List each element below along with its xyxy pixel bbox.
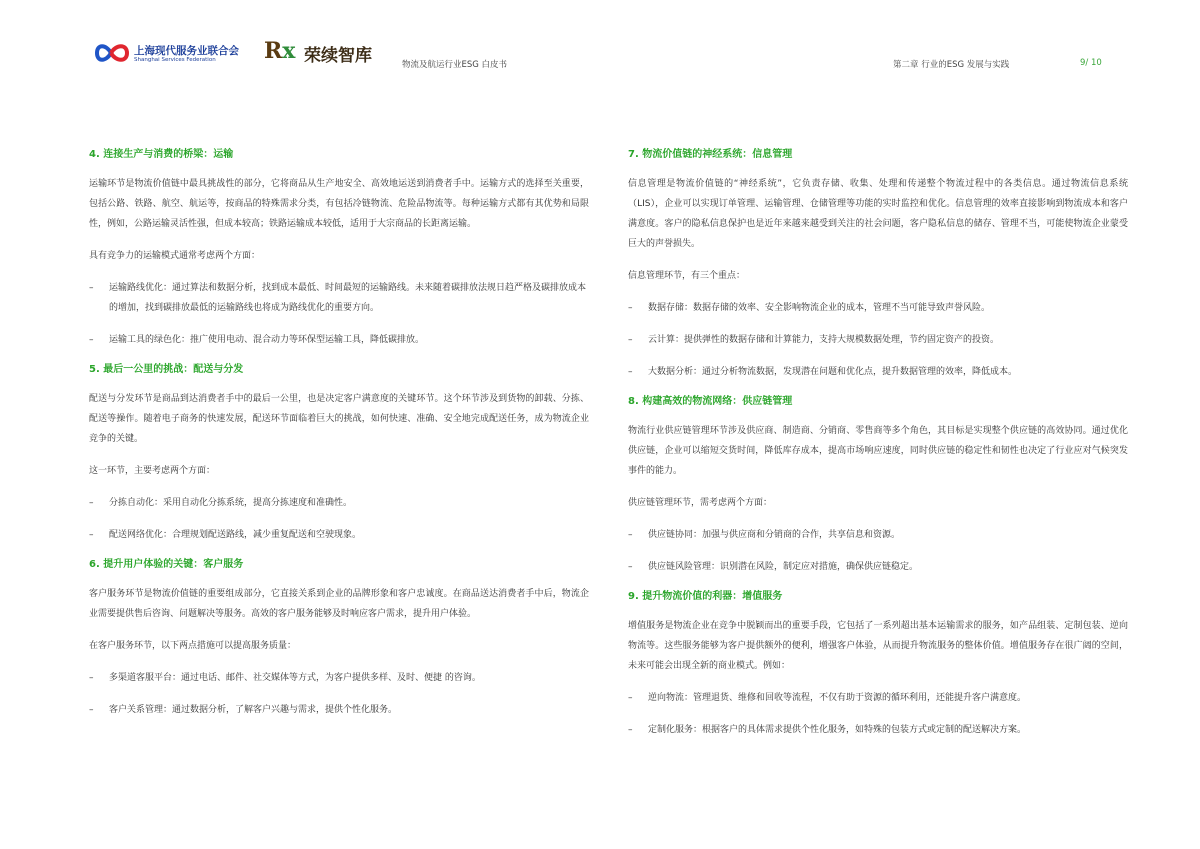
section — [89, 363, 589, 545]
bullet-item: – 多渠道客服平台：通过电话、邮件、社交媒体等方式，为客户提供多样、及时、便捷 的咨询。 — [89, 668, 589, 688]
bullet-item: – 运输路线优化：通过算法和数据分析，找到成本最低、时间最短的运输路线。未来随着碳排放法规日趋严格及碳排放成本的增加，找到碳排放最低的运输路线也将成为路线优化的重要方向。 — [89, 278, 589, 318]
bullet-list — [89, 278, 589, 350]
section — [628, 395, 1128, 577]
section-paragraph: 在客户服务环节，以下两点措施可以提高服务质量： — [89, 641, 297, 651]
bullet-item: – 云计算：提供弹性的数据存储和计算能力，支持大规模数据处理，节约固定资产的投资。 — [628, 330, 1128, 350]
section-heading: 5. 最后一公里的挑战：配送与分发 — [89, 364, 244, 375]
bullet-item: – 运输工具的绿色化：推广使用电动、混合动力等环保型运输工具，降低碳排放。 — [89, 330, 589, 350]
section-paragraph: 信息管理环节，有三个重点： — [628, 271, 746, 281]
bullet-item: – 定制化服务：根据客户的具体需求提供个性化服务，如特殊的包装方式或定制的配送解决方案。 — [628, 720, 1128, 740]
left-column — [89, 148, 589, 733]
bullet-list — [628, 525, 1128, 577]
section-paragraph: 供应链管理环节，需考虑两个方面： — [628, 498, 773, 508]
section-paragraph: 物流行业供应链管理环节涉及供应商、制造商、分销商、零售商等多个角色，其目标是实现整个供应链的高效协同。通过优化供应链，企业可以缩短交货时间，降低库存成本，提高市场响应速度，同时供应链的稳定性和韧性也决定了行业应对气候突发事件的能力。 — [628, 426, 1128, 476]
bullet-item: – 客户关系管理：通过数据分析，了解客户兴趣与需求，提供个性化服务。 — [89, 700, 589, 720]
section-paragraph: 配送与分发环节是商品到达消费者手中的最后一公里，也是决定客户满意度的关键环节。这个环节涉及到货物的卸载、分拣、配送等操作。随着电子商务的快速发展，配送环节面临着巨大的挑战，如何快速、准确、安全地完成配送任务，成为物流企业竞争的关键。 — [89, 394, 589, 444]
section — [628, 148, 1128, 382]
chapter-title: 第二章 行业的ESG 发展与实践 — [893, 60, 1010, 70]
section — [628, 590, 1128, 740]
right-column — [628, 148, 1128, 753]
bullet-item: – 数据存储：数据存储的效率、安全影响物流企业的成本，管理不当可能导致声誉风险。 — [628, 298, 1128, 318]
bullet-item: – 供应链风险管理：识别潜在风险，制定应对措施，确保供应链稳定。 — [628, 557, 1128, 577]
section-heading: 4. 连接生产与消费的桥梁：运输 — [89, 149, 234, 160]
section — [89, 558, 589, 720]
shanghai-services-federation-logo — [94, 40, 254, 68]
bullet-item: – 大数据分析：通过分析物流数据，发现潜在问题和优化点，提升数据管理的效率，降低成本。 — [628, 362, 1128, 382]
section-paragraph: 增值服务是物流企业在竞争中脱颖而出的重要手段，它包括了一系列超出基本运输需求的服务，如产品组装、定制包装、逆向物流等。这些服务能够为客户提供额外的便利，增强客户体验，从而提升物流服务的整体价值。增值服务存在很广阔的空间，未来可能会出现全新的商业模式。例如： — [628, 621, 1128, 671]
section-paragraph: 具有竞争力的运输模式通常考虑两个方面： — [89, 251, 261, 261]
section-heading: 7. 物流价值链的神经系统：信息管理 — [628, 149, 793, 160]
bullet-item: – 供应链协同：加强与供应商和分销商的合作，共享信息和资源。 — [628, 525, 1128, 545]
bullet-list — [89, 668, 589, 720]
logo-right-name: 荣续智库 — [304, 46, 372, 66]
section-paragraph: 这一环节，主要考虑两个方面： — [89, 466, 216, 476]
section-paragraph: 信息管理是物流价值链的“神经系统”，它负责存储、收集、处理和传递整个物流过程中的各类信息。通过物流信息系统（LIS），企业可以实现订单管理、运输管理、仓储管理等功能的实时监控和优化。信息管理的效率直接影响到物流成本和客户满意度。客户的隐私信息保护也是近年来越来越受到关注的社会问题，客户隐私信息的储存、管理不当，可能使物流企业蒙受巨大的声誉损失。 — [628, 179, 1128, 249]
bullet-list — [628, 298, 1128, 382]
section-heading: 8. 构建高效的物流网络：供应链管理 — [628, 396, 793, 407]
section-heading: 6. 提升用户体验的关键：客户服务 — [89, 559, 244, 570]
bullet-item: – 分拣自动化：采用自动化分拣系统，提高分拣速度和准确性。 — [89, 493, 589, 513]
section-heading: 9. 提升物流价值的利器：增值服务 — [628, 591, 783, 602]
bullet-list — [89, 493, 589, 545]
section-paragraph: 运输环节是物流价值链中最具挑战性的部分，它将商品从生产地安全、高效地运送到消费者手中。运输方式的选择至关重要，包括公路、铁路、航空、航运等，按商品的特殊需求分类，有包括冷链物流、危险品物流等。每种运输方式都有其优势和局限性，例如，公路运输灵活性强，但成本较高；铁路运输成本较低，适用于大宗商品的长距离运输。 — [89, 179, 589, 229]
section — [89, 148, 589, 350]
rx-mark: Rx — [264, 38, 296, 64]
logo-left-cn: 上海现代服务业联合会 — [134, 45, 239, 57]
federation-emblem-icon — [94, 40, 130, 66]
bullet-item: – 逆向物流：管理退货、维修和回收等流程，不仅有助于资源的循环利用，还能提升客户满意度。 — [628, 688, 1128, 708]
page-number: 9/ 10 — [1080, 58, 1102, 68]
bullet-item: – 配送网络优化：合理规划配送路线，减少重复配送和空驶现象。 — [89, 525, 589, 545]
logo-left-en: Shanghai Services Federation — [134, 57, 216, 63]
section-paragraph: 客户服务环节是物流价值链的重要组成部分，它直接关系到企业的品牌形象和客户忠诚度。在商品送达消费者手中后，物流企业需要提供售后咨询、问题解决等服务。高效的客户服务能够及时响应客户需求，提升用户体验。 — [89, 589, 589, 619]
document-title: 物流及航运行业ESG 白皮书 — [402, 60, 508, 70]
page-header — [0, 0, 1200, 100]
bullet-list — [628, 688, 1128, 740]
